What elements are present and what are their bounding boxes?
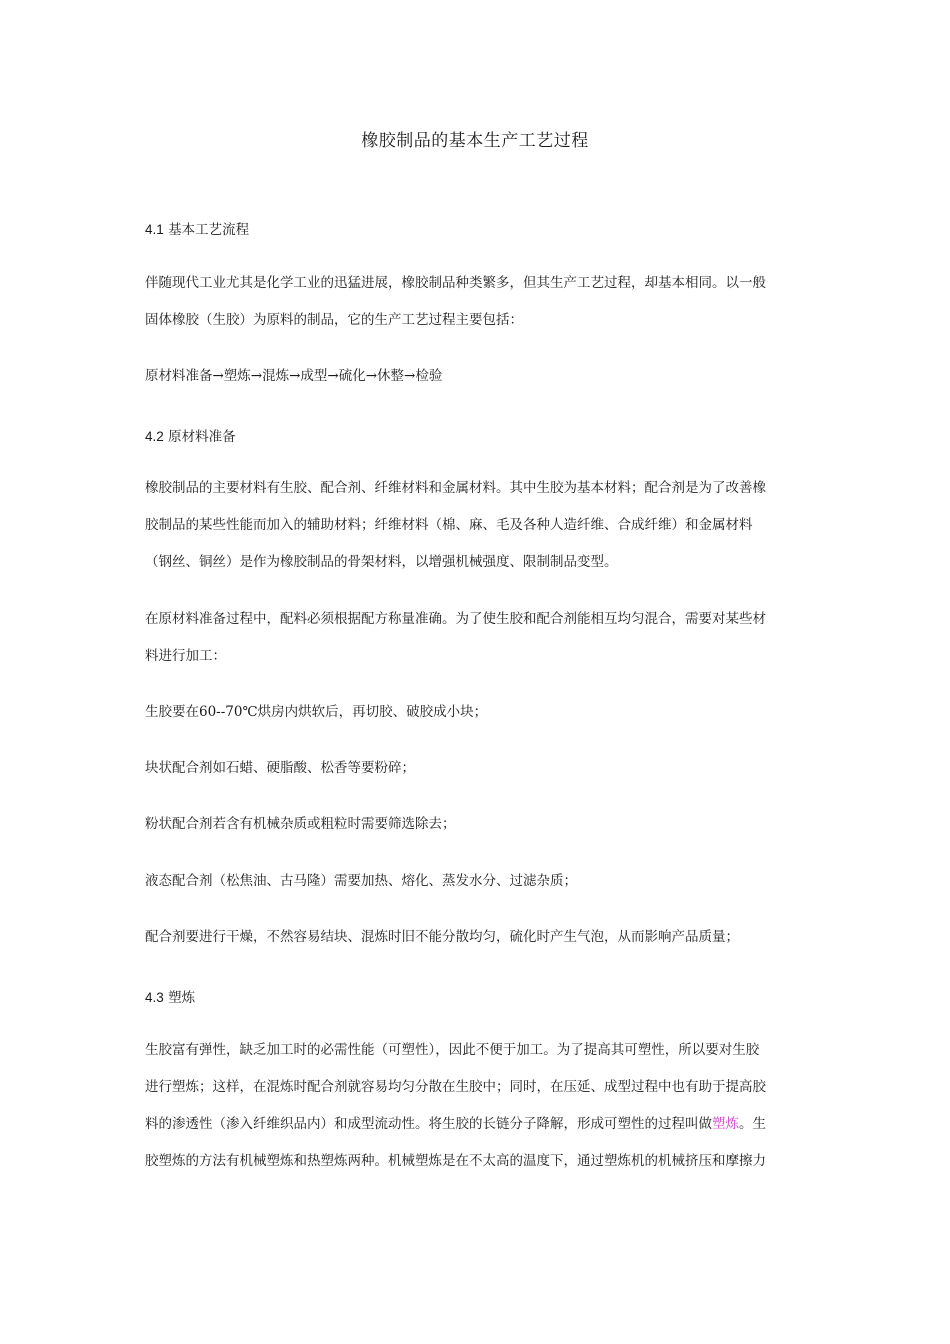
paragraph-line: 生胶富有弹性，缺乏加工时的必需性能（可塑性），因此不便于加工。为了提高其可塑性，所以要对生胶 (145, 1042, 760, 1058)
paragraph-line: （钢丝、铜丝）是作为橡胶制品的骨架材料，以增强机械强度、限制制品变型。 (145, 554, 618, 570)
paragraph-line: 料进行加工： (145, 648, 226, 664)
paragraph-line (145, 1106, 808, 1143)
paragraph-drying (145, 919, 808, 956)
section-title: 塑炼 (168, 990, 196, 1006)
paragraph-line: 橡胶制品的主要材料有生胶、配合剂、纤维材料和金属材料。其中生胶为基本材料；配合剂是为了改善橡 (145, 480, 766, 496)
paragraph-line: 固体橡胶（生胶）为原料的制品，它的生产工艺过程主要包括： (145, 312, 523, 328)
paragraph-line: 进行塑炼；这样，在混炼时配合剂就容易均匀分散在生胶中；同时，在压延、成型过程中也有助于提高胶 (145, 1079, 766, 1095)
paragraph-block-agents (145, 750, 808, 787)
paragraph-line: 原材料准备→塑炼→混炼→成型→硫化→休整→检验 (145, 368, 443, 384)
section-number: 4.2 (145, 429, 164, 444)
section-heading-4-2 (145, 425, 808, 445)
paragraph-line: 粉状配合剂若含有机械杂质或粗粒时需要筛选除去； (145, 816, 456, 832)
section-number: 4.1 (145, 222, 164, 237)
line-text: 。生 (739, 1116, 766, 1132)
paragraph-mastication (145, 1032, 808, 1180)
paragraph-liquid-agents (145, 863, 808, 900)
paragraph-line: 胶制品的某些性能而加入的辅助材料；纤维材料（棉、麻、毛及各种人造纤维、合成纤维）和金属材料 (145, 517, 753, 533)
paragraph-line: 生胶要在60--70℃烘房内烘软后，再切胶、破胶成小块； (145, 704, 488, 720)
paragraph-powder-agents (145, 806, 808, 843)
document-title: 橡胶制品的基本生产工艺过程 (361, 131, 589, 151)
paragraph-preparation (145, 601, 808, 675)
paragraph-intro (145, 265, 808, 339)
process-flow (145, 358, 808, 395)
paragraph-line: 在原材料准备过程中，配料必须根据配方称量准确。为了使生胶和配合剂能相互均匀混合，需要对某些材 (145, 611, 766, 627)
section-number: 4.3 (145, 990, 164, 1005)
paragraph-line: 块状配合剂如石蜡、硬脂酸、松香等要粉碎； (145, 760, 415, 776)
section-heading-4-3 (145, 986, 808, 1006)
highlighted-term: 塑炼 (712, 1116, 739, 1132)
paragraph-line: 配合剂要进行干燥，不然容易结块、混炼时旧不能分散均匀，硫化时产生气泡，从而影响产品质量； (145, 929, 739, 945)
paragraph-materials (145, 470, 808, 581)
section-heading-4-1 (145, 218, 808, 238)
paragraph-line: 胶塑炼的方法有机械塑炼和热塑炼两种。机械塑炼是在不太高的温度下，通过塑炼机的机械挤压和摩擦力 (145, 1153, 766, 1169)
paragraph-line: 伴随现代工业尤其是化学工业的迅猛进展，橡胶制品种类繁多，但其生产工艺过程，却基本相同。以一般 (145, 275, 766, 291)
section-title: 原材料准备 (168, 429, 236, 445)
section-title: 基本工艺流程 (168, 222, 250, 238)
line-text: 料的渗透性（渗入纤维织品内）和成型流动性。将生胶的长链分子降解，形成可塑性的过程叫做 (145, 1116, 712, 1132)
paragraph-raw-rubber (145, 694, 808, 731)
paragraph-line: 液态配合剂（松焦油、古马隆）需要加热、熔化、蒸发水分、过滤杂质； (145, 873, 577, 889)
